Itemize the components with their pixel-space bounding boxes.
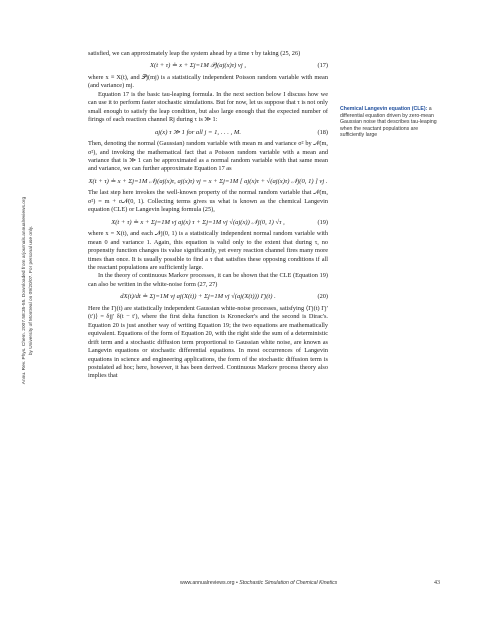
main-text-column xyxy=(88,50,328,381)
equation-18-number: (18) xyxy=(317,128,328,136)
paragraph-poisson: where x ≡ X(t), and 𝒫j(mj) is a statistically independent Poisson random variable with mean (and variance) mj. xyxy=(88,73,328,90)
margin-definition-text: a differential equation driven by zero-mean Gaussian noise that describes tau-leaping when the reactant populations are sufficiently large xyxy=(340,106,437,139)
paragraph-intro: satisfied, we can approximately leap the system ahead by a time τ by taking (25, 26) xyxy=(88,50,301,57)
paragraph-normal-approx: Then, denoting the normal (Gaussian) random variable with mean m and variance σ² by 𝒩(m, σ²), and invoking the mathematical fact that a Poisson random variable with a mean and variance that is ≫ 1 can be approximated as a normal random variable with that same mean and variance, we can further approximate Equation 17 as xyxy=(88,140,328,173)
equation-unnumbered xyxy=(88,178,328,186)
margin-definition-cle xyxy=(340,106,440,139)
paragraph-langevin: Here the Γj(t) are statistically independent Gaussian white-noise processes, satisfying ⟨Γj(t) Γj′(t′)⟩ = δjj′ δ(t − t′), where the first delta function is Kronecker's and the second is Dirac's. Equation 20 is just another way of writing Equation 19; the two equations are mathematically equivalent. Equations of the form of Equation 20, with the right side the sum of a deterministic drift term and a stochastic diffusion term proportional to Gaussian white noise, are known as Langevin equations or stochastic differential equations. In most occurrences of Langevin equations in science and engineering applications, the form of the stochastic diffusion term is postulated ad hoc; here, however, it has been derived. Continuous Markov process theory also implies that xyxy=(88,304,328,380)
equation-19-formula: X(t + τ) ≐ x + Σj=1M νj aj(x) τ + Σj=1M νj √(aj(x)) 𝒩j(0, 1) √τ , xyxy=(111,218,285,226)
footer-url: www.annualreviews.org xyxy=(180,580,235,586)
page-number: 43 xyxy=(434,580,440,586)
footer-article-title: Stochastic Simulation of Chemical Kinetics xyxy=(239,580,338,586)
equation-20-formula: dX(t)/dt ≐ Σj=1M νj aj(X(t)) + Σj=1M νj √(aj(X(t))) Γj(t) . xyxy=(120,293,276,301)
download-notice-line-1: Annu. Rev. Phys. Chem. 2007.58:35-55. Downloaded from arjournals.annualreviews.org xyxy=(22,196,28,384)
equation-20 xyxy=(88,293,328,301)
paragraph-cle-validity: where x = X(t), and each 𝒩j(0, 1) is a statistically independent normal random variable with mean 0 and variance 1. Again, this equation is valid only to the extent that during τ, no propensity function changes its value significantly, yet every reaction channel fires many more times than once. It is usually possible to find a τ that satisfies these opposing conditions if all the reactant populations are sufficiently large. xyxy=(88,230,328,271)
download-notice-line-2: by University of Montreal on 09/20/07. For personal use only. xyxy=(29,225,34,355)
equation-20-number: (20) xyxy=(317,293,328,301)
equation-18-formula: aj(x) τ ≫ 1 for all j = 1, . . . , M. xyxy=(154,128,242,136)
paragraph-cle-intro: The last step here invokes the well-known property of the normal random variable that 𝒩(m, σ²) = m + σ𝒩(0, 1). Collecting terms gives us what is known as the chemical Langevin equation (CLE) or Langevin leaping formula (25), xyxy=(88,189,328,214)
footer-running-head xyxy=(180,580,337,586)
equation-17-formula: X(t + τ) ≐ x + Σj=1M 𝒫j(aj(x)τ) νj , xyxy=(150,62,246,70)
equation-17 xyxy=(88,62,328,70)
paragraph-white-noise-intro: In the theory of continuous Markov processes, it can be shown that the CLE (Equation 19) can also be written in the white-noise form (27, 27) xyxy=(88,272,328,288)
download-notice-text xyxy=(23,196,36,383)
equation-19 xyxy=(88,219,328,227)
equation-unnumbered-formula: X(t + τ) ≐ x + Σj=1M 𝒩j(aj(x)τ, aj(x)τ) νj = x + Σj=1M [ aj(x)τ + √(aj(x)τ) 𝒩j(0, 1) ] νj . xyxy=(88,177,328,185)
footer-separator: • xyxy=(235,580,238,586)
page-footer xyxy=(180,580,440,586)
equation-17-number: (17) xyxy=(317,62,328,70)
equation-19-number: (19) xyxy=(317,218,328,226)
paragraph-tau-leaping: Equation 17 is the basic tau-leaping formula. In the next section below I discuss how we can use it to perform faster stochastic simulations. But for now, let us suppose that τ is not only small enough to satisfy the leap condition, but also large enough that the expected number of firings of each reaction channel Rj during τ is ≫ 1: xyxy=(88,90,328,124)
download-notice-sidebar xyxy=(14,80,44,500)
margin-definition-term: Chemical Langevin equation (CLE): xyxy=(340,106,428,112)
equation-18 xyxy=(88,129,328,137)
